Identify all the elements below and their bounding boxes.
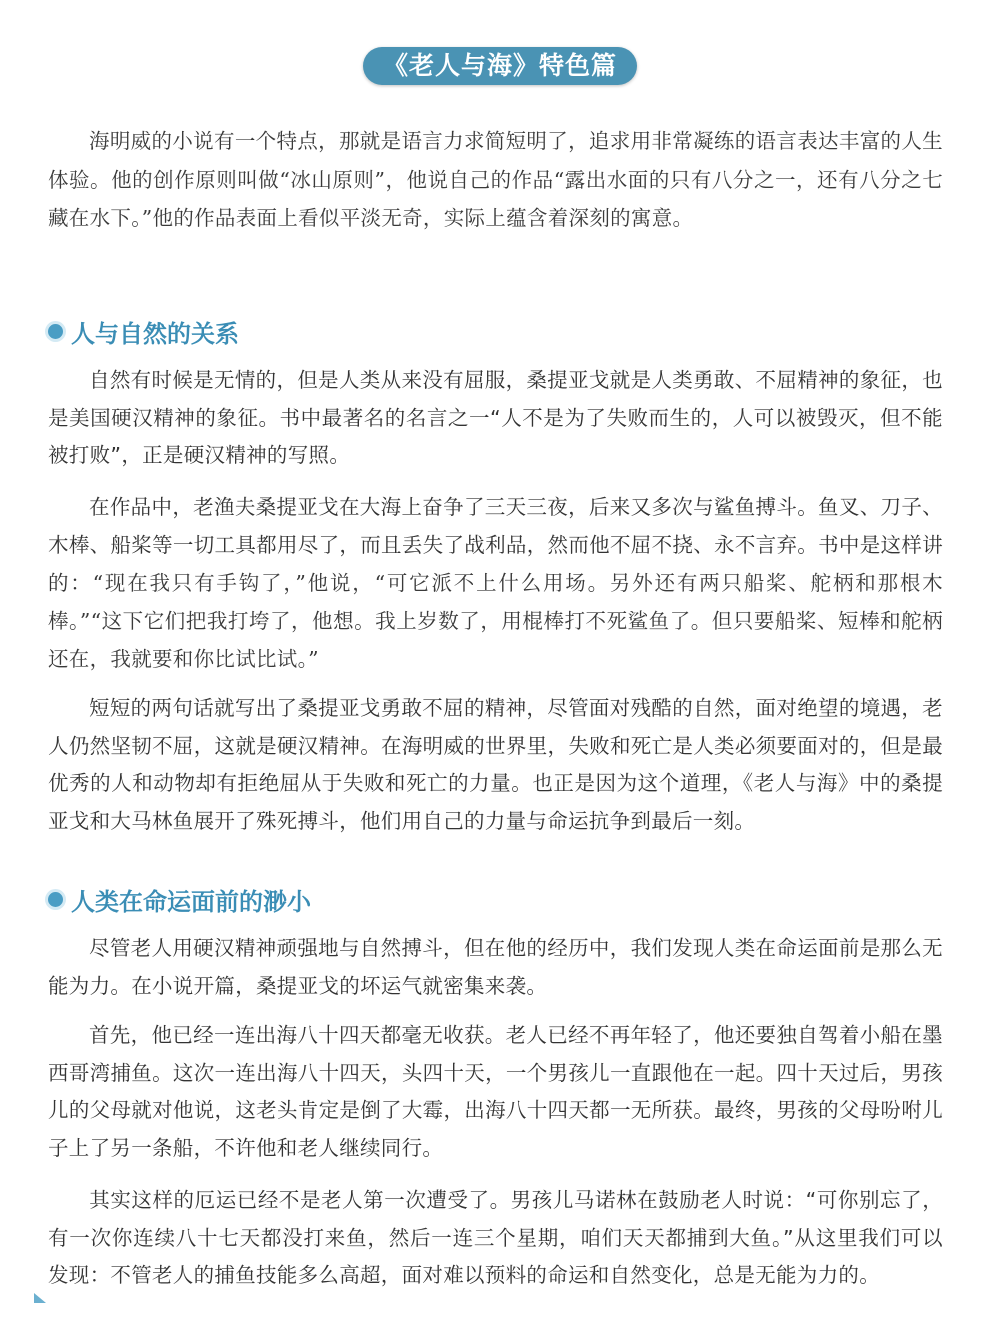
intro-paragraph [48, 122, 943, 238]
page-title: 《老人与海》特色篇 [363, 47, 637, 85]
section2-paragraph-2 [48, 1017, 943, 1167]
section1-paragraph-2 [48, 488, 943, 678]
section-heading-nature [48, 314, 239, 348]
section2-paragraph-3 [48, 1182, 943, 1295]
paragraph-text: 自然有时候是无情的，但是人类从来没有屈服，桑提亚戈就是人类勇敢、不屈精神的象征，也是美国硬汉精神的象征。书中最著名的名言之一“人不是为了失败而生的，人可以被毁灭，但不能被打败”，正是硬汉精神的写照。 [48, 368, 943, 467]
section-heading-text: 人与自然的关系 [71, 319, 239, 348]
title-banner [0, 47, 1000, 85]
paragraph-text: 在作品中，老渔夫桑提亚戈在大海上奋争了三天三夜，后来又多次与鲨鱼搏斗。鱼叉、刀子、木棒、船桨等一切工具都用尽了，而且丢失了战利品，然而他不屈不挠、永不言弃。书中是这样讲的： [48, 495, 943, 595]
paragraph-text: 首先，他已经一连出海八十四天都毫无收获。老人已经不再年轻了，他还要独自驾着小船在墨西哥湾捕鱼。这次一连出海八十四天，头四十天，一个男孩儿一直跟他在一起。四十天过后，男孩儿的父母就对他说，这老头肯定是倒了大霉，出海八十四天都一无所获。最终，男孩的父母吩咐儿子上了另一条船，不许他和老人继续同行。 [48, 1023, 943, 1160]
corner-triangle-icon [34, 1293, 46, 1303]
quoted-passage: “现在我只有手钩了，”他说，“可它派不上什么用场。另外还有两只船桨、舵柄和那根木棒。”“这下它们把我打垮了，他想。我上岁数了，用棍棒打不死鲨鱼了。但只要船桨、短棒和舵柄还在，我就要和你比试比试。” [48, 571, 943, 671]
section-heading-text: 人类在命运面前的渺小 [71, 887, 311, 916]
bullet-icon [48, 892, 63, 907]
intro-text: 海明威的小说有一个特点，那就是语言力求简短明了，追求用非常凝练的语言表达丰富的人生体验。他的创作原则叫做“冰山原则”，他说自己的作品“露出水面的只有八分之一，还有八分之七藏在水下。”他的作品表面上看似平淡无奇，实际上蕴含着深刻的寓意。 [48, 129, 943, 230]
section1-paragraph-3 [48, 690, 943, 840]
bullet-icon [48, 324, 63, 339]
section-heading-fate [48, 882, 311, 916]
section2-paragraph-1 [48, 930, 943, 1005]
paragraph-text: 尽管老人用硬汉精神顽强地与自然搏斗，但在他的经历中，我们发现人类在命运面前是那么无能为力。在小说开篇，桑提亚戈的坏运气就密集来袭。 [48, 936, 943, 998]
section1-paragraph-1 [48, 362, 943, 475]
paragraph-text: 短短的两句话就写出了桑提亚戈勇敢不屈的精神，尽管面对残酷的自然，面对绝望的境遇，老人仍然坚韧不屈，这就是硬汉精神。在海明威的世界里，失败和死亡是人类必须要面对的，但是最优秀的人和动物却有拒绝屈从于失败和死亡的力量。也正是因为这个道理，《老人与海》中的桑提亚戈和大马林鱼展开了殊死搏斗，他们用自己的力量与命运抗争到最后一刻。 [48, 696, 943, 833]
paragraph-text: 其实这样的厄运已经不是老人第一次遭受了。男孩儿马诺林在鼓励老人时说：“可你别忘了，有一次你连续八十七天都没打来鱼，然后一连三个星期，咱们天天都捕到大鱼。”从这里我们可以发现：不管老人的捕鱼技能多么高超，面对难以预料的命运和自然变化，总是无能为力的。 [48, 1188, 943, 1287]
